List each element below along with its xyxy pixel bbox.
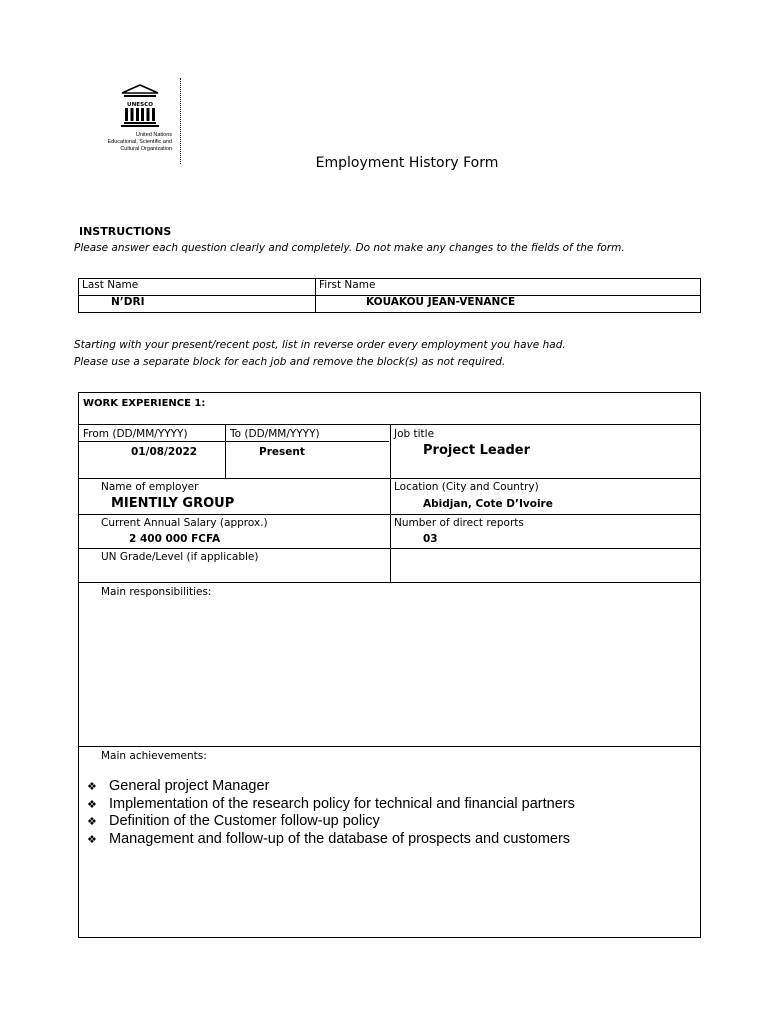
form-title: Employment History Form: [315, 155, 499, 171]
job-title-value[interactable]: Project Leader: [423, 443, 530, 458]
unesco-temple-icon: [120, 84, 160, 128]
first-name-label-cell: [316, 279, 701, 296]
diamond-bullet-icon: ❖: [87, 833, 97, 846]
diamond-bullet-icon: ❖: [87, 798, 97, 811]
achievements-list: [87, 778, 575, 848]
achievements-label: Main achievements:: [101, 750, 207, 762]
org-line-1: United Nations: [135, 132, 172, 138]
diamond-bullet-icon: ❖: [87, 816, 97, 828]
work-experience-header: WORK EXPERIENCE 1:: [83, 398, 206, 409]
instructions-heading: INSTRUCTIONS: [79, 225, 172, 238]
direct-reports-label: Number of direct reports: [394, 517, 524, 529]
salary-label: Current Annual Salary (approx.): [101, 517, 268, 529]
list-item: [87, 778, 575, 796]
last-name-label: Last Name: [82, 279, 139, 291]
first-name-field[interactable]: [316, 296, 701, 313]
note-line-1: Starting with your present/recent post, list in reverse order every employment you have had.: [74, 339, 566, 351]
grade-field[interactable]: [391, 549, 700, 581]
job-title-label: Job title: [394, 428, 435, 440]
first-name-value: KOUAKOU JEAN-VENANCE: [366, 296, 516, 308]
responsibilities-label: Main responsibilities:: [101, 586, 212, 598]
list-item: [87, 796, 575, 814]
grade-label: UN Grade/Level (if applicable): [101, 551, 259, 563]
achievement-text: Implementation of the research policy for technical and financial partners: [109, 795, 575, 812]
direct-reports-value[interactable]: 03: [423, 533, 438, 545]
to-date-value[interactable]: Present: [259, 446, 305, 458]
from-date-label: From (DD/MM/YYYY): [83, 428, 188, 440]
list-item: [87, 831, 575, 849]
last-name-label-cell: [79, 279, 316, 296]
last-name-field[interactable]: [79, 296, 316, 313]
logo-separator: [180, 78, 181, 164]
list-item: [87, 813, 575, 831]
employer-label: Name of employer: [101, 481, 199, 493]
to-date-label: To (DD/MM/YYYY): [230, 428, 320, 440]
responsibilities-field[interactable]: [79, 603, 700, 745]
work-experience-block: [78, 392, 701, 938]
achievement-text: General project Manager: [109, 778, 270, 794]
name-table: [78, 278, 701, 313]
unesco-logo: [86, 84, 186, 164]
last-name-value: N’DRI: [111, 296, 145, 308]
achievement-text: Management and follow-up of the database of prospects and customers: [109, 830, 571, 847]
achievement-text: Definition of the Customer follow-up policy: [109, 813, 380, 829]
first-name-label: First Name: [319, 279, 376, 291]
from-date-value[interactable]: 01/08/2022: [131, 446, 198, 458]
org-line-3: Cultural Organization: [120, 146, 172, 152]
logo-acronym: UNESCO: [127, 102, 153, 108]
diamond-bullet-icon: ❖: [87, 781, 97, 793]
salary-value[interactable]: 2 400 000 FCFA: [129, 533, 221, 545]
note-line-2: Please use a separate block for each job and remove the block(s) as not required.: [74, 356, 506, 368]
location-value[interactable]: Abidjan, Cote D’Ivoire: [423, 498, 553, 510]
org-line-2: Educational, Scientific and: [107, 139, 172, 145]
instructions-text: Please answer each question clearly and completely. Do not make any changes to the fields of the form.: [74, 242, 625, 254]
location-label: Location (City and Country): [394, 481, 539, 493]
employer-value[interactable]: MIENTILY GROUP: [111, 496, 235, 511]
